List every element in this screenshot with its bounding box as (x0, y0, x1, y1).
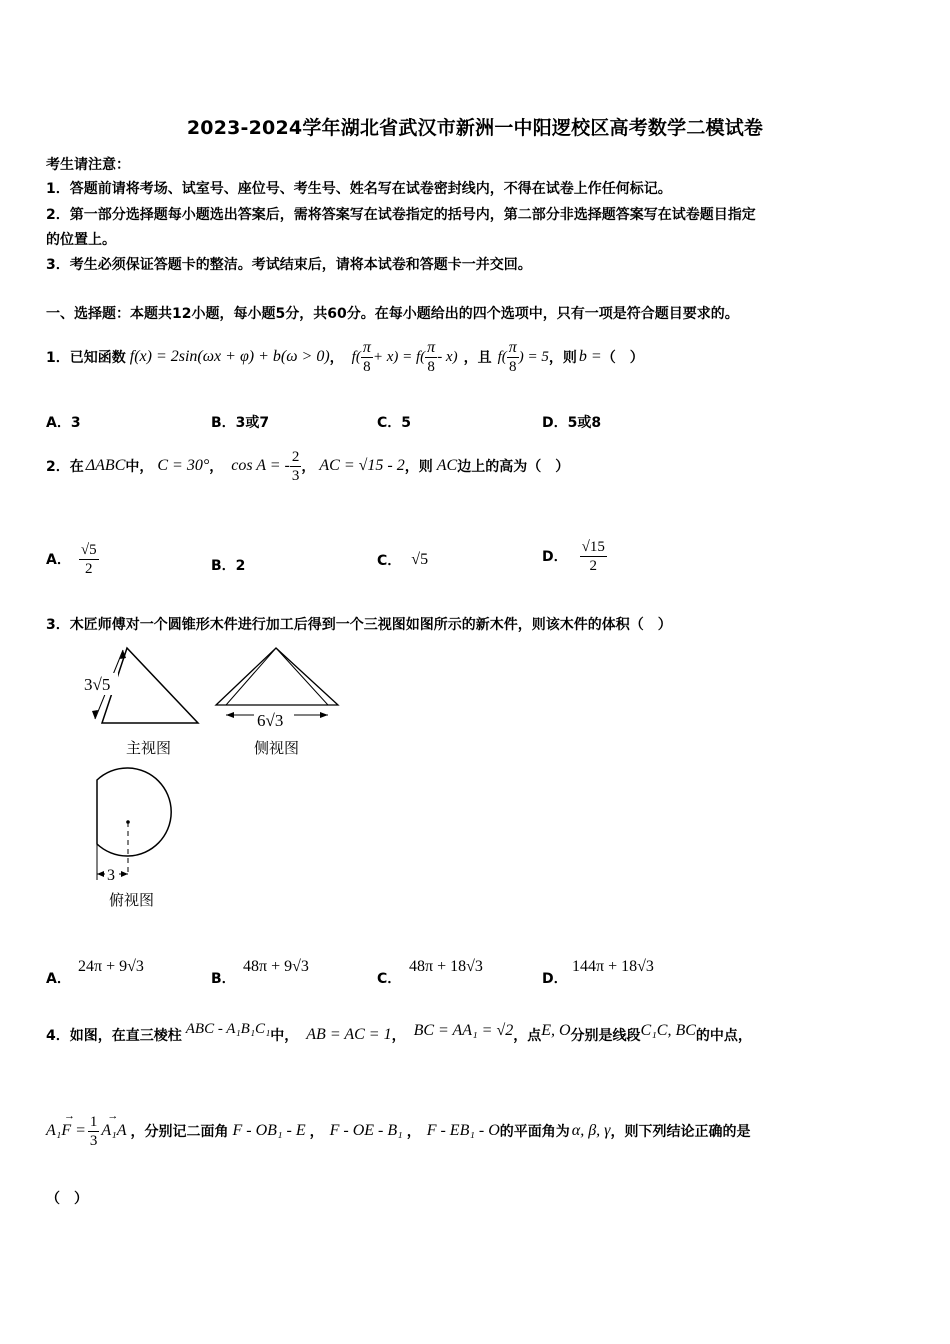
q2-ask: 边上的高为（ ） (457, 459, 570, 475)
q4-mid: 的中点， (695, 1028, 752, 1044)
q4-plane: 的平面角为 (499, 1124, 570, 1140)
q1-cond1-right: - x) (437, 348, 458, 365)
q2-option-a (46, 538, 99, 580)
q1-paren: （ ） (601, 350, 644, 366)
q4-jiji: ，分别记二面角 (130, 1124, 229, 1140)
q4-prism: ABC - A₁B₁C₁ (185, 1020, 271, 1037)
q2-frac: $\frac{2}{3}$ (291, 448, 300, 484)
q1-option-c: C．5 (377, 415, 412, 431)
side-view-inner (226, 648, 328, 705)
notice-item-2b: 的位置上。 (46, 232, 116, 248)
side-view-figure (212, 645, 347, 760)
q3-option-b-label: B． (211, 971, 236, 987)
q4-comma-3: ， (406, 1124, 421, 1140)
q2-angle: C = 30° (157, 457, 210, 474)
q4-angle-3: F - EB₁ - O (426, 1122, 500, 1139)
front-view-caption: 主视图 (126, 739, 172, 757)
q1-frac-3: $\frac{\pi}{8}$ (508, 338, 517, 375)
page-title: 2023-2024学年湖北省武汉市新洲一中阳逻校区高考数学二模试卷 (186, 117, 764, 139)
q4-vec-right: A₁A → (101, 1110, 127, 1139)
q1-frac-2: $\frac{\pi}{8}$ (427, 338, 436, 375)
q2-comma: ， (209, 459, 224, 475)
q4-frac: $\frac{1}{3}$ (89, 1113, 98, 1149)
question-1 (46, 340, 644, 374)
q4-conclude: ，则下列结论正确的是 (610, 1124, 751, 1140)
notice-item-3: 3．考生必须保证答题卡的整洁。考试结束后，请将本试卷和答题卡一并交回。 (46, 257, 532, 273)
top-view-figure (85, 762, 195, 912)
q3-option-c-label: C． (377, 971, 402, 987)
top-view-arrow-left (97, 871, 104, 877)
top-view-dim: 3 (107, 867, 115, 884)
section-heading: 一、选择题：本题共12小题，每小题5分，共60分。在每小题给出的四个选项中，只有一项是符合题目要求的。 (46, 306, 739, 322)
notice-heading: 考生请注意： (46, 157, 130, 173)
notice-item-1: 1．答题前请将考场、试室号、座位号、考生号、姓名写在试卷密封线内，不得在试卷上作任何标记。 (46, 181, 672, 197)
q4-zhong: 中， (270, 1028, 299, 1044)
top-view-center (126, 820, 130, 824)
question-2 (46, 446, 569, 486)
q1-cond1-mid: + x) = f( (372, 348, 426, 365)
q4-lead: 4．如图，在直三棱柱 (46, 1028, 182, 1044)
q4-greek: α, β, γ (571, 1122, 611, 1139)
side-view-dim: 6√3 (257, 711, 284, 730)
top-view-caption: 俯视图 (109, 891, 155, 909)
q1-cond2-left: f( (497, 348, 507, 365)
q4-vec-left: A₁F = → (46, 1110, 86, 1139)
q2-option-a-label: A． (46, 552, 71, 568)
notice-item-2a: 2．第一部分选择题每小题选出答案后，需将答案写在试卷指定的括号内，第二部分非选择题答案写在试卷题目指定 (46, 207, 756, 223)
q2-option-d (542, 532, 607, 580)
q2-option-d-label: D． (542, 549, 568, 565)
q2-option-c-label: C． (377, 553, 402, 569)
q1-comma: ， (329, 350, 344, 366)
front-view-figure (80, 645, 210, 760)
q2-option-d-frac: $\frac{√15}{2}$ (581, 538, 605, 574)
q3-option-b-val: 48π + 9√3 (243, 958, 309, 975)
q4-dian: ，点 (513, 1028, 542, 1044)
q4-segments: C₁C, BC (640, 1022, 696, 1039)
q2-ze: ，则 (404, 459, 433, 475)
q2-ac-eq: AC = √15 - 2 (319, 457, 405, 474)
side-view-arrow-left (226, 712, 234, 718)
q2-zhong: 中， (125, 459, 154, 475)
top-view-circle-cut (97, 768, 171, 856)
q3-option-a-val: 24π + 9√3 (78, 958, 144, 975)
q2-ac: AC (436, 457, 458, 474)
q1-frac-1: $\frac{\pi}{8}$ (362, 338, 371, 375)
q3-option-d-label: D． (542, 971, 568, 987)
q3-option-c-val: 48π + 18√3 (409, 958, 483, 975)
q4-comma-2: ， (309, 1124, 324, 1140)
side-view-caption: 侧视图 (254, 739, 300, 757)
top-view-arrow-right (121, 871, 128, 877)
q3-option-d-val: 144π + 18√3 (572, 958, 654, 975)
q4-angle-1: F - OB₁ - E (232, 1122, 306, 1139)
question-4-line-1 (46, 1020, 752, 1050)
q2-option-b: B．2 (211, 558, 246, 574)
q3-option-a-label: A． (46, 971, 71, 987)
q1-option-b: B．3或7 (211, 415, 270, 431)
q1-ask: ，则 (548, 350, 577, 366)
q1-function: f(x) = 2sin(ωx + φ) + b(ω > 0) (129, 348, 330, 365)
q2-cos: cos A = - (231, 457, 290, 474)
q4-fenbie: 分别是线段 (570, 1028, 641, 1044)
question-3: 3．木匠师傅对一个圆锥形木件进行加工后得到一个三视图如图所示的新木件，则该木件的体积（ ） (46, 617, 672, 633)
question-4-line-2 (46, 1108, 750, 1154)
q4-eq2: BC = AA₁ = √2 (413, 1022, 514, 1039)
q1-cond2-right: ) = 5 (518, 348, 549, 365)
q2-option-c-val: √5 (411, 551, 429, 568)
q4-angle-2: F - OE - B₁ (329, 1122, 403, 1139)
q4-points: E, O (541, 1022, 571, 1039)
q4-comma: ， (391, 1028, 406, 1044)
q1-cond1-left: f( (351, 348, 361, 365)
q4-paren: （ ） (46, 1191, 88, 1207)
q4-eq1: AB = AC = 1 (306, 1026, 392, 1043)
q2-option-c (377, 550, 428, 570)
q1-lead: 1．已知函数 (46, 350, 126, 366)
side-view-arrow-right (320, 712, 328, 718)
q2-lead: 2．在 (46, 459, 84, 475)
q1-option-a: A．3 (46, 415, 81, 431)
front-view-dim: 3√5 (84, 675, 111, 694)
q1-option-d: D．5或8 (542, 415, 602, 431)
q2-triangle: ΔABC (85, 457, 126, 474)
q2-comma-2: ， (301, 459, 316, 475)
q1-and: ，且 (463, 350, 492, 366)
q2-option-a-frac: $\frac{√5}{2}$ (80, 541, 97, 577)
q1-var: b = (578, 348, 602, 365)
